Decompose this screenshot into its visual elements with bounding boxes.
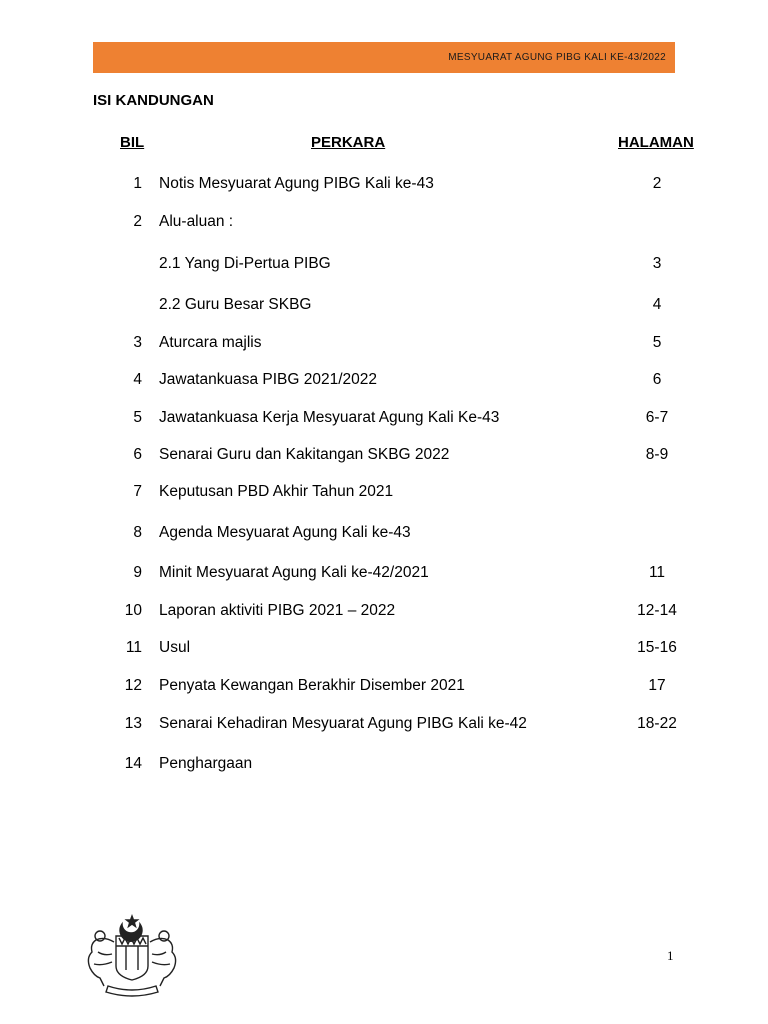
toc-row [0,639,768,661]
toc-row-number: 4 [133,371,142,388]
toc-row-item: Minit Mesyuarat Agung Kali ke-42/2021 [159,564,429,581]
toc-row-number: 2 [133,213,142,230]
toc-row-item: Notis Mesyuarat Agung PIBG Kali ke-43 [159,175,434,192]
toc-row-item: Alu-aluan : [159,213,234,230]
toc-row [0,483,768,505]
toc-row-number: 9 [133,564,142,581]
toc-row [0,296,768,318]
column-header-perkara: PERKARA [311,134,386,151]
toc-row [0,409,768,431]
toc-row-item: Keputusan PBD Akhir Tahun 2021 [159,483,394,500]
toc-row-page: 6 [652,371,662,388]
toc-row-number: 6 [133,446,142,463]
toc-row [0,213,768,235]
toc-row-page: 15-16 [637,639,677,656]
toc-row [0,715,768,737]
toc-row-item: Agenda Mesyuarat Agung Kali ke-43 [159,524,411,541]
toc-row-item: Penghargaan [159,755,253,772]
toc-row-item: Jawatankuasa Kerja Mesyuarat Agung Kali Ke-43 [159,409,500,426]
toc-row [0,755,768,777]
header-bar [93,42,675,73]
page-number: 1 [667,948,674,963]
column-header-halaman: HALAMAN [618,134,694,151]
toc-row-page: 4 [652,296,662,313]
toc-row-page: 2 [652,175,662,192]
toc-row-number: 1 [133,175,142,192]
header-title: MESYUARAT AGUNG PIBG KALI KE-43/2022 [448,52,666,63]
toc-row-number: 14 [124,755,142,772]
toc-row-page: 5 [652,334,662,351]
toc-row-number: 7 [133,483,142,500]
toc-row-page: 17 [648,677,666,694]
toc-row-item: Senarai Guru dan Kakitangan SKBG 2022 [159,446,450,463]
toc-row [0,334,768,356]
toc-row-page: 6-7 [645,409,669,426]
toc-row-number: 5 [133,409,142,426]
toc-row [0,564,768,586]
toc-row-number: 3 [133,334,142,351]
toc-row-item: Penyata Kewangan Berakhir Disember 2021 [159,677,465,694]
toc-row-item: Laporan aktiviti PIBG 2021 – 2022 [159,602,396,619]
toc-row-number: 13 [124,715,142,732]
toc-row-item: Senarai Kehadiran Mesyuarat Agung PIBG Kali ke-42 [159,715,527,732]
toc-row-page: 11 [648,564,666,581]
toc-row [0,175,768,197]
column-header-bil: BIL [120,134,145,151]
malaysia-coat-of-arms-icon [84,912,180,998]
toc-row [0,371,768,393]
toc-row-item: 2.1 Yang Di-Pertua PIBG [159,255,331,272]
toc-title: ISI KANDUNGAN [93,92,214,109]
toc-row-number: 12 [124,677,142,694]
toc-row-page: 3 [652,255,662,272]
toc-row-page: 8-9 [645,446,669,463]
toc-row [0,677,768,699]
toc-row [0,446,768,468]
toc-row [0,255,768,277]
toc-row [0,524,768,546]
toc-row-item: Usul [159,639,191,656]
toc-row-item: Aturcara majlis [159,334,262,351]
toc-row-number: 11 [125,639,142,656]
toc-row [0,602,768,624]
toc-row-item: 2.2 Guru Besar SKBG [159,296,312,313]
toc-row-number: 10 [124,602,142,619]
toc-row-page: 12-14 [637,602,677,619]
toc-row-number: 8 [133,524,142,541]
toc-row-item: Jawatankuasa PIBG 2021/2022 [159,371,378,388]
toc-row-page: 18-22 [637,715,677,732]
